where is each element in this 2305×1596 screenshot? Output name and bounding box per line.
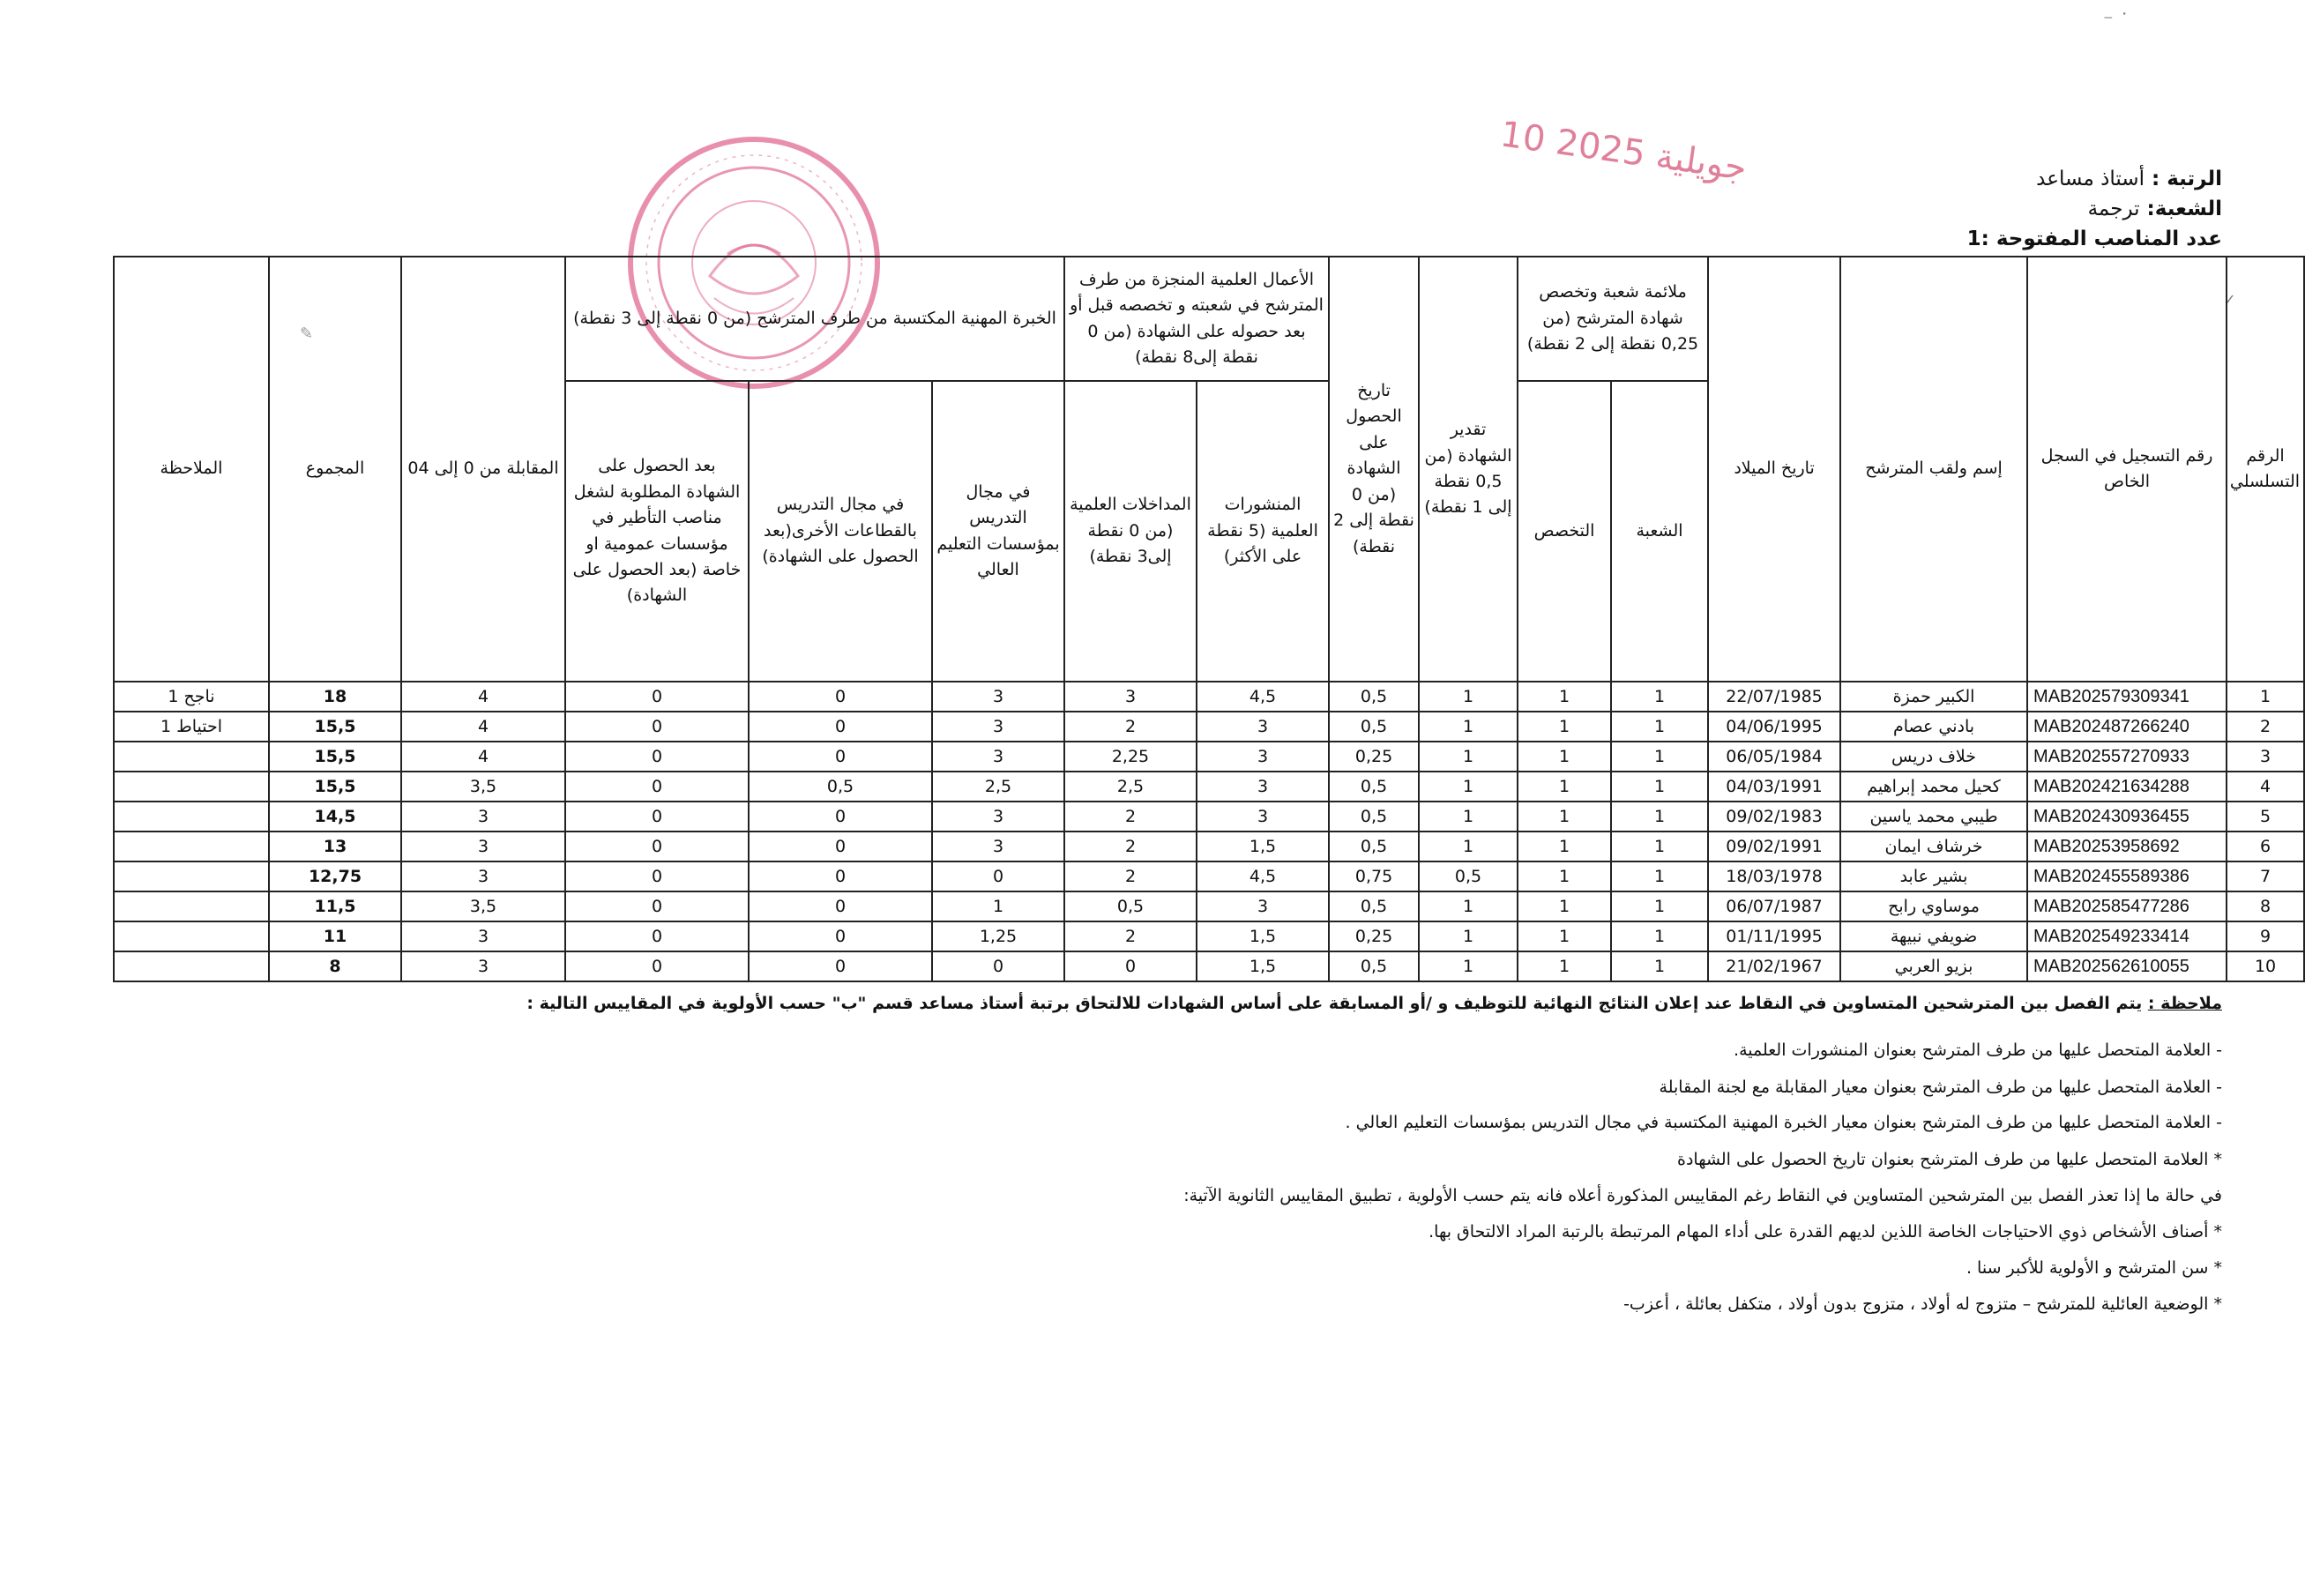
cell-total: 18 — [269, 682, 401, 712]
cell-exp-higher-ed: 3 — [932, 712, 1064, 742]
cell-fit-specialty: 1 — [1518, 682, 1611, 712]
cell-name: خرشاف ايمان — [1840, 832, 2027, 861]
cell-fit-specialty: 1 — [1518, 861, 1611, 891]
cell-name: بزيو العربي — [1840, 951, 2027, 981]
cell-exp-supervision: 0 — [565, 802, 749, 832]
cell-fit-branch: 1 — [1611, 921, 1708, 951]
cell-exp-supervision: 0 — [565, 861, 749, 891]
cell-name: ضويفي نبيهة — [1840, 921, 2027, 951]
header-total: المجموع — [269, 257, 401, 682]
cell-name: طيبي محمد ياسين — [1840, 802, 2027, 832]
cell-interventions: 0,5 — [1064, 891, 1197, 921]
cell-birth-date: 18/03/1978 — [1708, 861, 1840, 891]
cell-degree-date: 0,5 — [1329, 682, 1419, 712]
header-publications: المنشورات العلمية (5 نقطة على الأكثر) — [1197, 381, 1329, 682]
cell-birth-date: 22/07/1985 — [1708, 682, 1840, 712]
cell-exp-higher-ed: 2,5 — [932, 772, 1064, 802]
cell-birth-date: 09/02/1983 — [1708, 802, 1840, 832]
cell-exp-supervision: 0 — [565, 921, 749, 951]
cell-fit-branch: 1 — [1611, 712, 1708, 742]
cell-fit-specialty: 1 — [1518, 742, 1611, 772]
secondary-3: * الوضعية العائلية للمترشح – متزوج له أولاد ، متزوج بدون أولاد ، متكفل بعائلة ، أعزب- — [1623, 1294, 2222, 1314]
cell-name: الكبير حمزة — [1840, 682, 2027, 712]
cell-interventions: 2 — [1064, 802, 1197, 832]
table-row — [114, 712, 2304, 742]
cell-birth-date: 01/11/1995 — [1708, 921, 1840, 951]
cell-birth-date: 04/03/1991 — [1708, 772, 1840, 802]
header-registration: رقم التسجيل في السجل الخاص — [2027, 257, 2227, 682]
header-name: إسم ولقب المترشح — [1840, 257, 2027, 682]
cell-serial: 7 — [2227, 861, 2304, 891]
cell-remark — [114, 802, 269, 832]
cell-serial: 4 — [2227, 772, 2304, 802]
cell-publications: 3 — [1197, 891, 1329, 921]
cell-serial: 1 — [2227, 682, 2304, 712]
table-row — [114, 742, 2304, 772]
cell-fit-specialty: 1 — [1518, 712, 1611, 742]
cell-exp-supervision: 0 — [565, 742, 749, 772]
cell-publications: 3 — [1197, 802, 1329, 832]
cell-interventions: 2,5 — [1064, 772, 1197, 802]
cell-degree-date: 0,5 — [1329, 832, 1419, 861]
rank-label: الرتبة : — [2151, 168, 2222, 190]
cell-publications: 4,5 — [1197, 682, 1329, 712]
positions-value: 1 — [1966, 227, 1981, 250]
table-row — [114, 861, 2304, 891]
cell-total: 14,5 — [269, 802, 401, 832]
date-stamp-text: 10 جويلية 2025 — [1497, 114, 1749, 190]
cell-total: 15,5 — [269, 772, 401, 802]
criterion-2: - العلامة المتحصل عليها من طرف المترشح بعنوان معيار المقابلة مع لجنة المقابلة — [1659, 1078, 2222, 1097]
cell-degree-date: 0,5 — [1329, 891, 1419, 921]
cell-total: 15,5 — [269, 712, 401, 742]
cell-interventions: 2,25 — [1064, 742, 1197, 772]
table-body — [114, 682, 2304, 981]
cell-degree-date: 0,25 — [1329, 742, 1419, 772]
header-degree-grade: تقدير الشهادة (من 0,5 نقطة إلى 1 نقطة) — [1419, 257, 1518, 682]
cell-remark: احتياط 1 — [114, 712, 269, 742]
cell-degree-date: 0,25 — [1329, 921, 1419, 951]
cell-remark — [114, 891, 269, 921]
cell-serial: 8 — [2227, 891, 2304, 921]
cell-registration: MAB20253958692 — [2027, 832, 2227, 861]
cell-degree-grade: 0,5 — [1419, 861, 1518, 891]
cell-interventions: 3 — [1064, 682, 1197, 712]
cell-exp-higher-ed: 3 — [932, 832, 1064, 861]
notes-title-label: ملاحظة : — [2147, 994, 2222, 1013]
cell-interventions: 0 — [1064, 951, 1197, 981]
cell-degree-date: 0,5 — [1329, 802, 1419, 832]
cell-birth-date: 04/06/1995 — [1708, 712, 1840, 742]
table-row — [114, 891, 2304, 921]
cell-degree-date: 0,5 — [1329, 951, 1419, 981]
cell-remark: ناجح 1 — [114, 682, 269, 712]
cell-degree-grade: 1 — [1419, 742, 1518, 772]
cell-registration: MAB202549233414 — [2027, 921, 2227, 951]
cell-serial: 3 — [2227, 742, 2304, 772]
cell-remark — [114, 921, 269, 951]
cell-degree-grade: 1 — [1419, 951, 1518, 981]
cell-interview: 3 — [401, 951, 565, 981]
cell-exp-other-sectors: 0 — [749, 832, 932, 861]
table-row — [114, 772, 2304, 802]
cell-fit-branch: 1 — [1611, 832, 1708, 861]
cell-interview: 3 — [401, 802, 565, 832]
cell-total: 8 — [269, 951, 401, 981]
cell-exp-higher-ed: 1,25 — [932, 921, 1064, 951]
cell-interview: 4 — [401, 712, 565, 742]
results-table — [113, 256, 2305, 982]
header-fit-specialty: التخصص — [1518, 381, 1611, 682]
cell-birth-date: 21/02/1967 — [1708, 951, 1840, 981]
cell-degree-grade: 1 — [1419, 921, 1518, 951]
cell-name: خلاف دريس — [1840, 742, 2027, 772]
cell-registration: MAB202487266240 — [2027, 712, 2227, 742]
header-serial: الرقم التسلسلي — [2227, 257, 2304, 682]
rank-value: أستاذ مساعد — [2036, 168, 2145, 190]
cell-interview: 3,5 — [401, 891, 565, 921]
cell-total: 15,5 — [269, 742, 401, 772]
cell-exp-other-sectors: 0,5 — [749, 772, 932, 802]
header-exp-higher-ed: في مجال التدريس بمؤسسات التعليم العالي — [932, 381, 1064, 682]
cell-exp-higher-ed: 0 — [932, 861, 1064, 891]
cell-total: 12,75 — [269, 861, 401, 891]
cell-exp-higher-ed: 3 — [932, 682, 1064, 712]
cell-degree-grade: 1 — [1419, 832, 1518, 861]
cell-birth-date: 06/05/1984 — [1708, 742, 1840, 772]
cell-fit-specialty: 1 — [1518, 951, 1611, 981]
cell-fit-specialty: 1 — [1518, 832, 1611, 861]
cell-fit-specialty: 1 — [1518, 802, 1611, 832]
cell-remark — [114, 832, 269, 861]
cell-name: موساوي رابح — [1840, 891, 2027, 921]
cell-registration: MAB202562610055 — [2027, 951, 2227, 981]
secondary-2: * سن المترشح و الأولوية للأكبر سنا . — [1966, 1258, 2222, 1278]
cell-fit-branch: 1 — [1611, 772, 1708, 802]
cell-fit-branch: 1 — [1611, 802, 1708, 832]
header-interview: المقابلة من 0 إلى 04 — [401, 257, 565, 682]
cell-fit-specialty: 1 — [1518, 891, 1611, 921]
cell-total: 11 — [269, 921, 401, 951]
cell-registration: MAB202557270933 — [2027, 742, 2227, 772]
cell-interview: 4 — [401, 742, 565, 772]
notes-title — [526, 994, 2222, 1013]
branch-line — [2088, 198, 2222, 220]
margin-mark: ✓ — [2224, 291, 2236, 308]
cell-exp-supervision: 0 — [565, 832, 749, 861]
cell-interventions: 2 — [1064, 861, 1197, 891]
cell-exp-supervision: 0 — [565, 712, 749, 742]
header-exp-other-sectors: في مجال التدريس بالقطاعات الأخرى(بعد الحصول على الشهادة) — [749, 381, 932, 682]
cell-degree-date: 0,5 — [1329, 712, 1419, 742]
criterion-1: - العلامة المتحصل عليها من طرف المترشح بعنوان المنشورات العلمية. — [1734, 1040, 2222, 1060]
corner-mark: ⁻ ˙ — [2103, 11, 2130, 33]
cell-registration: MAB202421634288 — [2027, 772, 2227, 802]
header-interventions: المداخلات العلمية (من 0 نقطة إلى3 نقطة) — [1064, 381, 1197, 682]
cell-interventions: 2 — [1064, 832, 1197, 861]
cell-interventions: 2 — [1064, 921, 1197, 951]
cell-publications: 1,5 — [1197, 951, 1329, 981]
cell-remark — [114, 742, 269, 772]
cell-interview: 3 — [401, 832, 565, 861]
cell-birth-date: 09/02/1991 — [1708, 832, 1840, 861]
cell-fit-branch: 1 — [1611, 682, 1708, 712]
header-fit-group: ملائمة شعبة وتخصص شهادة المترشح (من 0,25 نقطة إلى 2 نقطة) — [1518, 257, 1708, 381]
cell-exp-higher-ed: 3 — [932, 802, 1064, 832]
cell-exp-other-sectors: 0 — [749, 921, 932, 951]
cell-publications: 1,5 — [1197, 832, 1329, 861]
cell-exp-supervision: 0 — [565, 951, 749, 981]
cell-publications: 3 — [1197, 712, 1329, 742]
cell-fit-specialty: 1 — [1518, 921, 1611, 951]
cell-degree-date: 0,5 — [1329, 772, 1419, 802]
date-stamp — [1376, 84, 1749, 198]
cell-registration: MAB202455589386 — [2027, 861, 2227, 891]
secondary-intro: في حالة ما إذا تعذر الفصل بين المترشحين المتساوين في النقاط رغم المقاييس المذكورة أعلاه فانه يتم حسب الأولوية ، تطبيق المقاييس الثانوية الآتية: — [1183, 1186, 2222, 1205]
criterion-4: * العلامة المتحصل عليها من طرف المترشح بعنوان تاريخ الحصول على الشهادة — [1676, 1150, 2222, 1169]
cell-total: 11,5 — [269, 891, 401, 921]
branch-label: الشعبة: — [2146, 198, 2222, 220]
cell-publications: 1,5 — [1197, 921, 1329, 951]
cell-fit-branch: 1 — [1611, 951, 1708, 981]
table-row — [114, 802, 2304, 832]
cell-degree-grade: 1 — [1419, 772, 1518, 802]
table-row — [114, 921, 2304, 951]
secondary-1: * أصناف الأشخاص ذوي الاحتياجات الخاصة اللذين لديهم القدرة على أداء المهام المرتبطة بالرتبة المراد الالتحاق بها. — [1429, 1222, 2222, 1242]
header-degree-date: تاريخ الحصول على الشهادة (من 0 نقطة إلى 2 نقطة) — [1329, 257, 1419, 682]
cell-interventions: 2 — [1064, 712, 1197, 742]
cell-publications: 3 — [1197, 772, 1329, 802]
header-exp-supervision: بعد الحصول على الشهادة المطلوبة لشغل مناصب التأطير في مؤسسات عمومية او خاصة (بعد الحصول على الشهادة) — [565, 381, 749, 682]
notes-title-text: يتم الفصل بين المترشحين المتساوين في النقاط عند إعلان النتائج النهائية للتوظيف و /أو المسابقة على أساس الشهادات للالتحاق برتبة أستاذ مساعد قسم "ب" حسب الأولوية في المقاييس التالية : — [526, 994, 2143, 1013]
cell-exp-other-sectors: 0 — [749, 742, 932, 772]
cell-serial: 10 — [2227, 951, 2304, 981]
cell-exp-higher-ed: 3 — [932, 742, 1064, 772]
cell-name: بشير عابد — [1840, 861, 2027, 891]
cell-name: كحيل محمد إبراهيم — [1840, 772, 2027, 802]
cell-exp-other-sectors: 0 — [749, 861, 932, 891]
cell-fit-branch: 1 — [1611, 891, 1708, 921]
cell-degree-grade: 1 — [1419, 802, 1518, 832]
cell-fit-branch: 1 — [1611, 861, 1708, 891]
positions-label: عدد المناصب المفتوحة : — [1981, 227, 2222, 250]
header-scientific-group: الأعمال العلمية المنجزة من طرف المترشح في شعبته و تخصصه قبل أو بعد حصوله على الشهادة (من 0 نقطة إلى8 نقطة) — [1064, 257, 1329, 381]
branch-value: ترجمة — [2087, 198, 2140, 220]
cell-interview: 4 — [401, 682, 565, 712]
cell-remark — [114, 772, 269, 802]
cell-degree-grade: 1 — [1419, 682, 1518, 712]
criterion-3: - العلامة المتحصل عليها من طرف المترشح بعنوان معيار الخبرة المهنية المكتسبة في مجال التدريس بمؤسسات التعليم العالي . — [1345, 1113, 2222, 1132]
header-birth-date: تاريخ الميلاد — [1708, 257, 1840, 682]
cell-registration: MAB202579309341 — [2027, 682, 2227, 712]
cell-exp-other-sectors: 0 — [749, 802, 932, 832]
cell-fit-specialty: 1 — [1518, 772, 1611, 802]
cell-birth-date: 06/07/1987 — [1708, 891, 1840, 921]
cell-registration: MAB202430936455 — [2027, 802, 2227, 832]
positions-line — [1967, 227, 2222, 250]
cell-degree-grade: 1 — [1419, 891, 1518, 921]
table-row — [114, 951, 2304, 981]
cell-degree-date: 0,75 — [1329, 861, 1419, 891]
cell-publications: 3 — [1197, 742, 1329, 772]
header-experience-group: الخبرة المهنية المكتسبة من طرف المترشح (من 0 نقطة إلى 3 نقطة) — [565, 257, 1064, 381]
cell-fit-branch: 1 — [1611, 742, 1708, 772]
cell-exp-other-sectors: 0 — [749, 682, 932, 712]
cell-exp-higher-ed: 1 — [932, 891, 1064, 921]
cell-name: بادني عصام — [1840, 712, 2027, 742]
cell-exp-supervision: 0 — [565, 891, 749, 921]
header-fit-branch: الشعبة — [1611, 381, 1708, 682]
cell-remark — [114, 861, 269, 891]
cell-total: 13 — [269, 832, 401, 861]
cell-interview: 3 — [401, 921, 565, 951]
cell-exp-higher-ed: 0 — [932, 951, 1064, 981]
table-row — [114, 682, 2304, 712]
header-mark: ✎ — [300, 324, 314, 343]
cell-serial: 5 — [2227, 802, 2304, 832]
rank-line — [2036, 168, 2222, 190]
header-remark: الملاحظة — [114, 257, 269, 682]
cell-interview: 3 — [401, 861, 565, 891]
cell-exp-supervision: 0 — [565, 772, 749, 802]
table-row — [114, 832, 2304, 861]
cell-remark — [114, 951, 269, 981]
cell-exp-other-sectors: 0 — [749, 951, 932, 981]
cell-exp-other-sectors: 0 — [749, 712, 932, 742]
cell-interview: 3,5 — [401, 772, 565, 802]
cell-publications: 4,5 — [1197, 861, 1329, 891]
cell-registration: MAB202585477286 — [2027, 891, 2227, 921]
cell-exp-supervision: 0 — [565, 682, 749, 712]
cell-serial: 6 — [2227, 832, 2304, 861]
cell-serial: 2 — [2227, 712, 2304, 742]
cell-exp-other-sectors: 0 — [749, 891, 932, 921]
cell-serial: 9 — [2227, 921, 2304, 951]
cell-degree-grade: 1 — [1419, 712, 1518, 742]
